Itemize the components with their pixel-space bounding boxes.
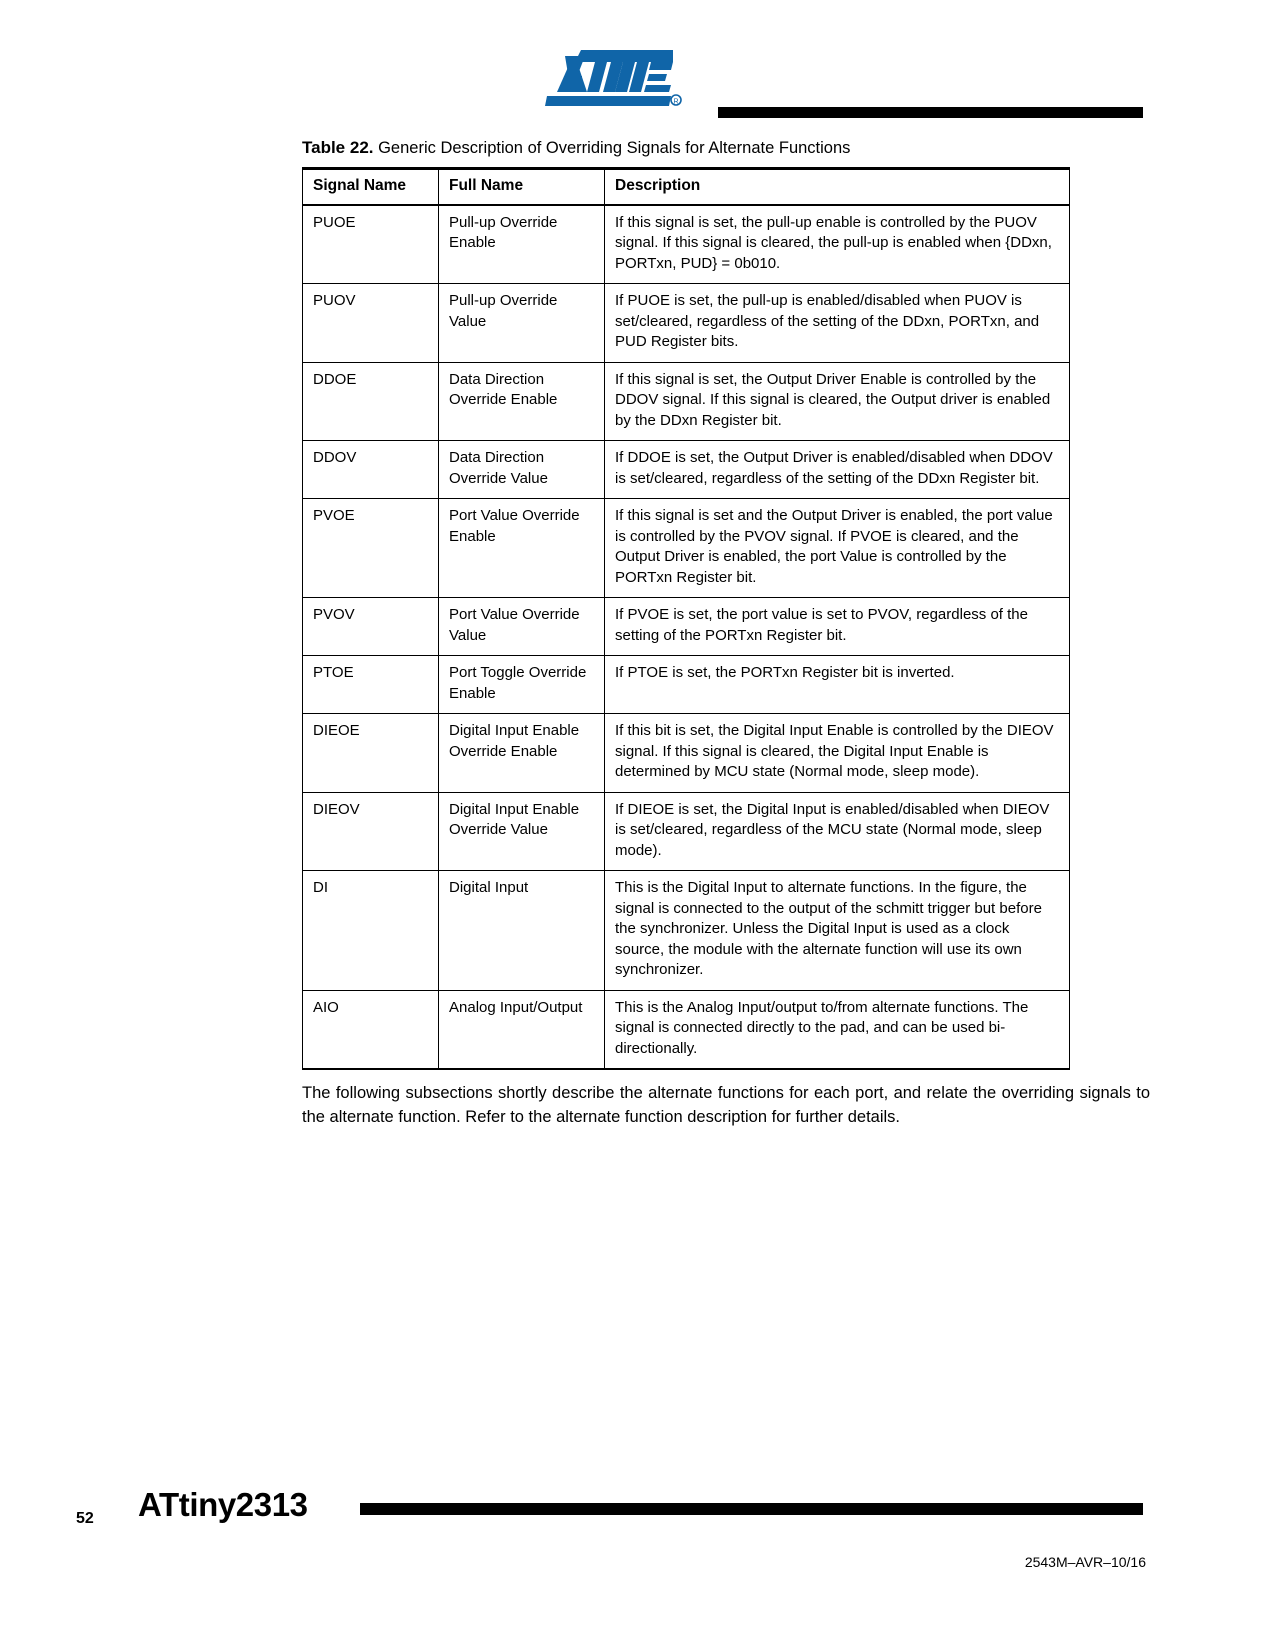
atmel-logo-icon (545, 46, 685, 108)
page-number: 52 (76, 1510, 94, 1527)
cell-full-name: Port Value Override Value (439, 598, 605, 656)
page-content (302, 138, 1150, 1146)
column-header-full-name: Full Name (439, 169, 605, 205)
cell-description: If DDOE is set, the Output Driver is enabled/disabled when DDOV is set/cleared, regardless of the setting of the DDxn Register bit. (605, 441, 1070, 499)
cell-full-name: Digital Input Enable Override Enable (439, 714, 605, 793)
cell-signal-name: PUOE (303, 205, 439, 284)
table-row (303, 441, 1070, 499)
table-row (303, 362, 1070, 441)
registered-mark: R (673, 98, 679, 106)
cell-signal-name: AIO (303, 990, 439, 1069)
cell-description: This is the Analog Input/output to/from alternate functions. The signal is connected directly to the pad, and can be used bi-directionally. (605, 990, 1070, 1069)
body-paragraph: The following subsections shortly describe the alternate functions for each port, and relate the overriding signals to the alternate function. Refer to the alternate function description for further details. (302, 1084, 1150, 1126)
cell-signal-name: DIEOV (303, 792, 439, 871)
cell-full-name: Data Direction Override Value (439, 441, 605, 499)
table-header-row (303, 169, 1070, 205)
cell-full-name: Pull-up Override Enable (439, 205, 605, 284)
cell-signal-name: DDOE (303, 362, 439, 441)
cell-description: If this signal is set and the Output Driver is enabled, the port value is controlled by the PVOV signal. If PVOE is cleared, and the Output Driver is enabled, the port Value is controlled by the PORTxn Register bit. (605, 499, 1070, 598)
cell-description: If PUOE is set, the pull-up is enabled/disabled when PUOV is set/cleared, regardless of the setting of the DDxn, PORTxn, and PUD Register bits. (605, 284, 1070, 363)
document-code: 2543M–AVR–10/16 (1024, 1554, 1146, 1570)
cell-signal-name: PUOV (303, 284, 439, 363)
table-caption (302, 138, 1150, 158)
cell-description: If DIEOE is set, the Digital Input is enabled/disabled when DIEOV is set/cleared, regardless of the MCU state (Normal mode, sleep mode). (605, 792, 1070, 871)
cell-signal-name: DDOV (303, 441, 439, 499)
table-row (303, 205, 1070, 284)
cell-full-name: Port Toggle Override Enable (439, 656, 605, 714)
cell-signal-name: DI (303, 871, 439, 991)
column-header-description: Description (605, 169, 1070, 205)
table-row (303, 990, 1070, 1069)
page-footer (0, 1460, 1275, 1650)
table-row (303, 656, 1070, 714)
cell-full-name: Port Value Override Enable (439, 499, 605, 598)
table-row (303, 871, 1070, 991)
table-row (303, 598, 1070, 656)
cell-full-name: Pull-up Override Value (439, 284, 605, 363)
cell-signal-name: PVOE (303, 499, 439, 598)
cell-full-name: Digital Input (439, 871, 605, 991)
table-row (303, 284, 1070, 363)
cell-description: If PVOE is set, the port value is set to PVOV, regardless of the setting of the PORTxn Register bit. (605, 598, 1070, 656)
table-row (303, 499, 1070, 598)
table-row (303, 714, 1070, 793)
cell-description: If this bit is set, the Digital Input Enable is controlled by the DIEOV signal. If this signal is cleared, the Digital Input Enable is determined by MCU state (Normal mode, sleep mode). (605, 714, 1070, 793)
cell-description: This is the Digital Input to alternate functions. In the figure, the signal is connected to the output of the schmitt trigger but before the synchronizer. Unless the Digital Input is used as a clock source, the module with the alternate function will use its own synchronizer. (605, 871, 1070, 991)
cell-description: If this signal is set, the pull-up enable is controlled by the PUOV signal. If this signal is cleared, the pull-up is enabled when {DDxn, PORTxn, PUD} = 0b010. (605, 205, 1070, 284)
cell-signal-name: DIEOE (303, 714, 439, 793)
table-caption-label: Table 22. (302, 138, 374, 157)
table-caption-text: Generic Description of Overriding Signals for Alternate Functions (378, 139, 851, 157)
footer-rule (360, 1503, 1143, 1515)
page-header (0, 44, 1275, 114)
cell-description: If PTOE is set, the PORTxn Register bit is inverted. (605, 656, 1070, 714)
table-body (303, 205, 1070, 1070)
table-row (303, 792, 1070, 871)
device-name: ATtiny2313 (138, 1486, 308, 1523)
overriding-signals-table (302, 167, 1070, 1070)
cell-full-name: Analog Input/Output (439, 990, 605, 1069)
cell-description: If this signal is set, the Output Driver Enable is controlled by the DDOV signal. If this signal is cleared, the Output driver is enabled by the DDxn Register bit. (605, 362, 1070, 441)
cell-full-name: Data Direction Override Enable (439, 362, 605, 441)
column-header-signal-name: Signal Name (303, 169, 439, 205)
header-rule (718, 107, 1143, 118)
cell-signal-name: PVOV (303, 598, 439, 656)
cell-signal-name: PTOE (303, 656, 439, 714)
cell-full-name: Digital Input Enable Override Value (439, 792, 605, 871)
